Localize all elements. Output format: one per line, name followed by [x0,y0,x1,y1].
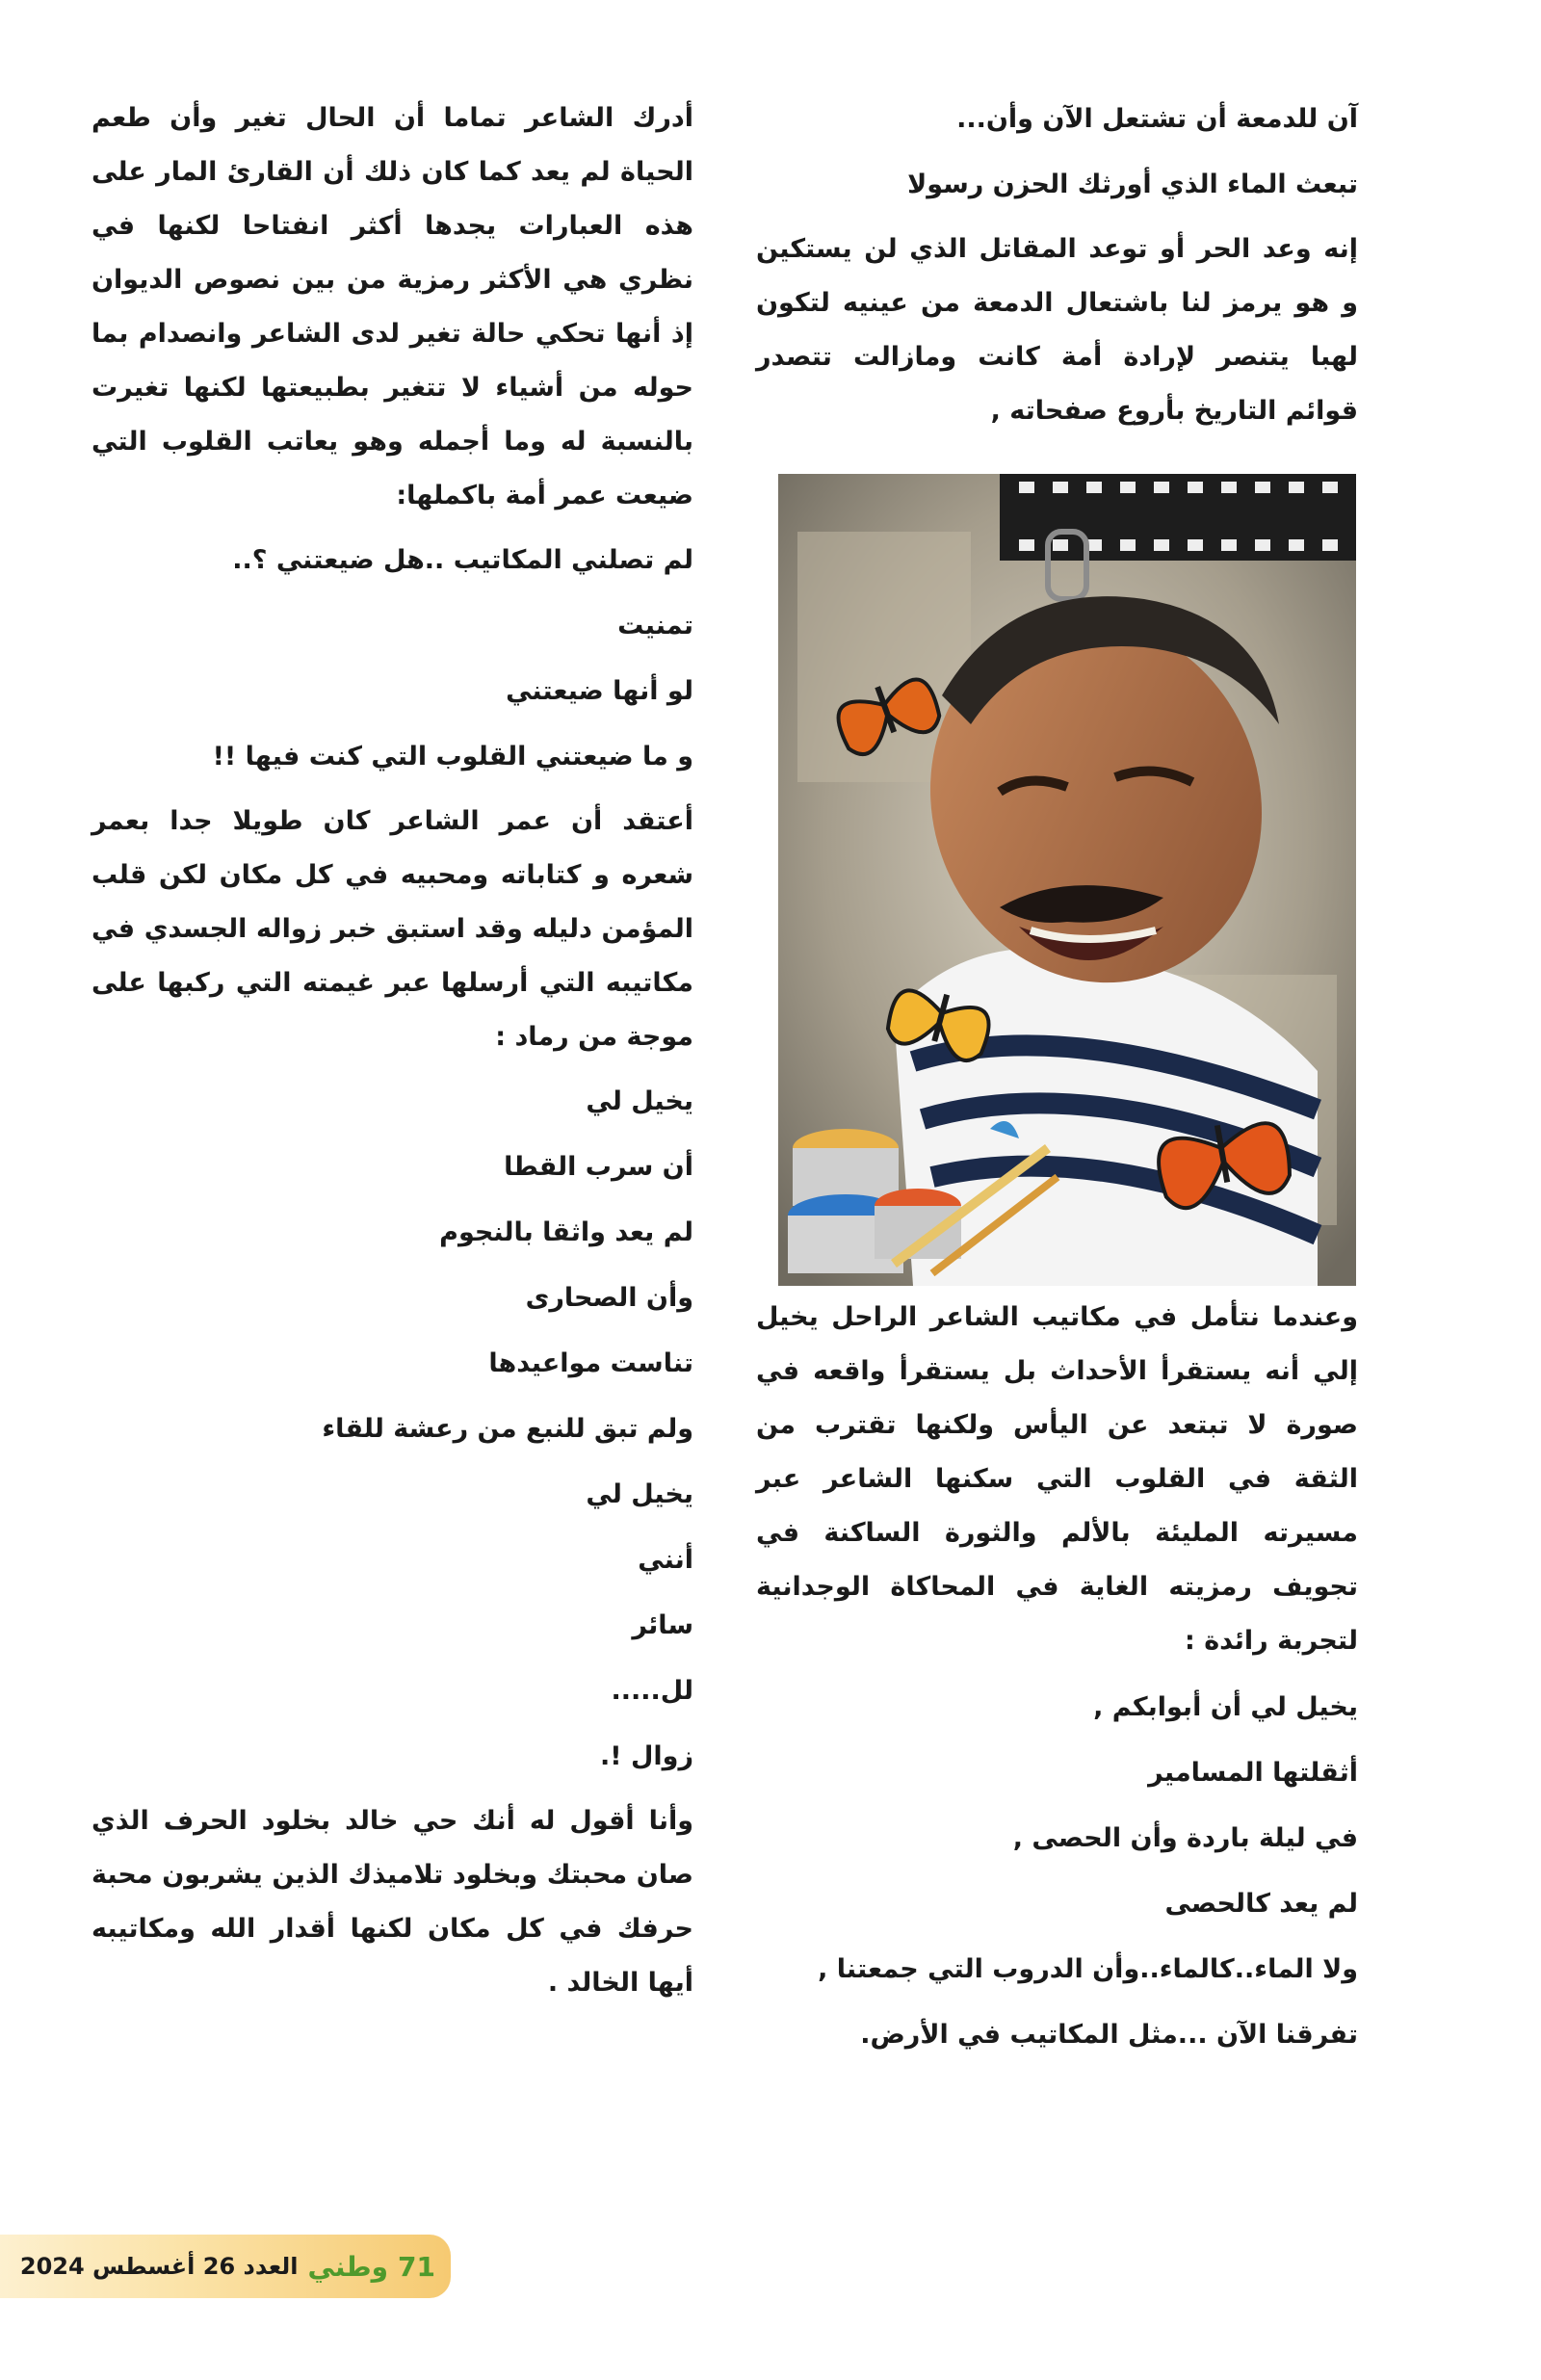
verse-line: سائر [632,1610,693,1640]
verse-line: ولم تبق للنبع من رعشة للقاء [322,1414,693,1444]
magazine-name: وطني [307,2250,389,2283]
verse-line: تمنيت [617,611,693,641]
verse-line: زوال !. [600,1741,693,1771]
left-column [91,92,693,2010]
page-footer [0,2235,451,2298]
right-column-lower [756,1291,1358,2073]
verse-line: يخيل لي [586,1086,693,1116]
verse-line: في ليلة باردة وأن الحصى , [1012,1823,1358,1853]
verse-line: آن للدمعة أن تشتعل الآن وأن... [956,104,1358,134]
verse-line: وأن الصحارى [525,1283,693,1313]
verse-line: ولا الماء..كالماء..وأن الدروب التي جمعتنا , [818,1954,1358,1984]
verse-line: لل..... [611,1676,693,1706]
verse-line: يخيل لي [586,1479,693,1509]
verse-line: أثقلتها المسامير [1148,1758,1358,1788]
verse-line: لو أنها ضيعتني [506,676,693,706]
verse-line: لم تصلني المكاتيب ..هل ضيعتني ؟.. [232,545,693,575]
verse-line: أن سرب القطا [504,1152,693,1182]
verse-line: تناست مواعيدها [488,1348,693,1378]
verse-line: تفرقنا الآن ...مثل المكاتيب في الأرض. [860,2020,1358,2050]
page-number: 71 [398,2250,435,2283]
verse-line: لم يعد كالحصى [1164,1889,1358,1919]
verse-line: و ما ضيعتني القلوب التي كنت فيها !! [212,742,693,772]
verse-line: يخيل لي أن أبوابكم , [1093,1692,1358,1722]
poet-portrait-collage [778,474,1356,1286]
paragraph: وأنا أقول له أنك حي خالد بخلود الحرف الذي صان محبتك وبخلود تلاميذك الذين يشربون محبة حرفك في كل مكان لكنها أقدار الله ومكاتيبه أيها الخالد . [91,1806,693,1998]
verse-line: لم يعد واثقا بالنجوم [439,1217,693,1247]
paragraph: أعتقد أن عمر الشاعر كان طويلا جدا بعمر شعره و كتاباته ومحبيه في كل مكان لكن قلب المؤمن دليله وقد استبق خبر زواله الجسدي في مكاتيبه التي أرسلها عبر غيمته التي ركبها على موجة من رماد : [91,806,693,1052]
paragraph: إنه وعد الحر أو توعد المقاتل الذي لن يستكين و هو يرمز لنا باشتعال الدمعة من عينيه لتكون لهبا يتنصر لإرادة أمة كانت ومازالت تتصدر قوائم التاريخ بأروع صفحاته , [756,234,1358,426]
issue-label: العدد 26 أغسطس 2024 [19,2253,299,2280]
paragraph: وعندما نتأمل في مكاتيب الشاعر الراحل يخيل إلي أنه يستقرأ الأحداث بل يستقرأ واقعه في صورة لا تبتعد عن اليأس ولكنها تقترب من الثقة في القلوب التي سكنها الشاعر عبر مسيرته المليئة بالألم والثورة الساكنة في تجويف رمزيته الغاية في المحاكاة الوجدانية لتجربة رائدة : [756,1302,1358,1656]
verse-line: أنني [638,1545,693,1575]
right-column [756,92,1358,438]
paragraph: أدرك الشاعر تماما أن الحال تغير وأن طعم الحياة لم يعد كما كان ذلك أن القارئ المار على هذه العبارات يجدها أكثر انفتاحا لكنها في نظري هي الأكثر رمزية من بين نصوص الديوان إذ أنها تحكي حالة تغير لدى الشاعر وانصدام بما حوله من أشياء لا تتغير بطبيعتها لكنها تغيرت بالنسبة له وما أجمله وهو يعاتب القلوب التي ضيعت عمر أمة باكملها: [91,103,693,510]
verse-line: تبعث الماء الذي أورثك الحزن رسولا [907,170,1358,199]
